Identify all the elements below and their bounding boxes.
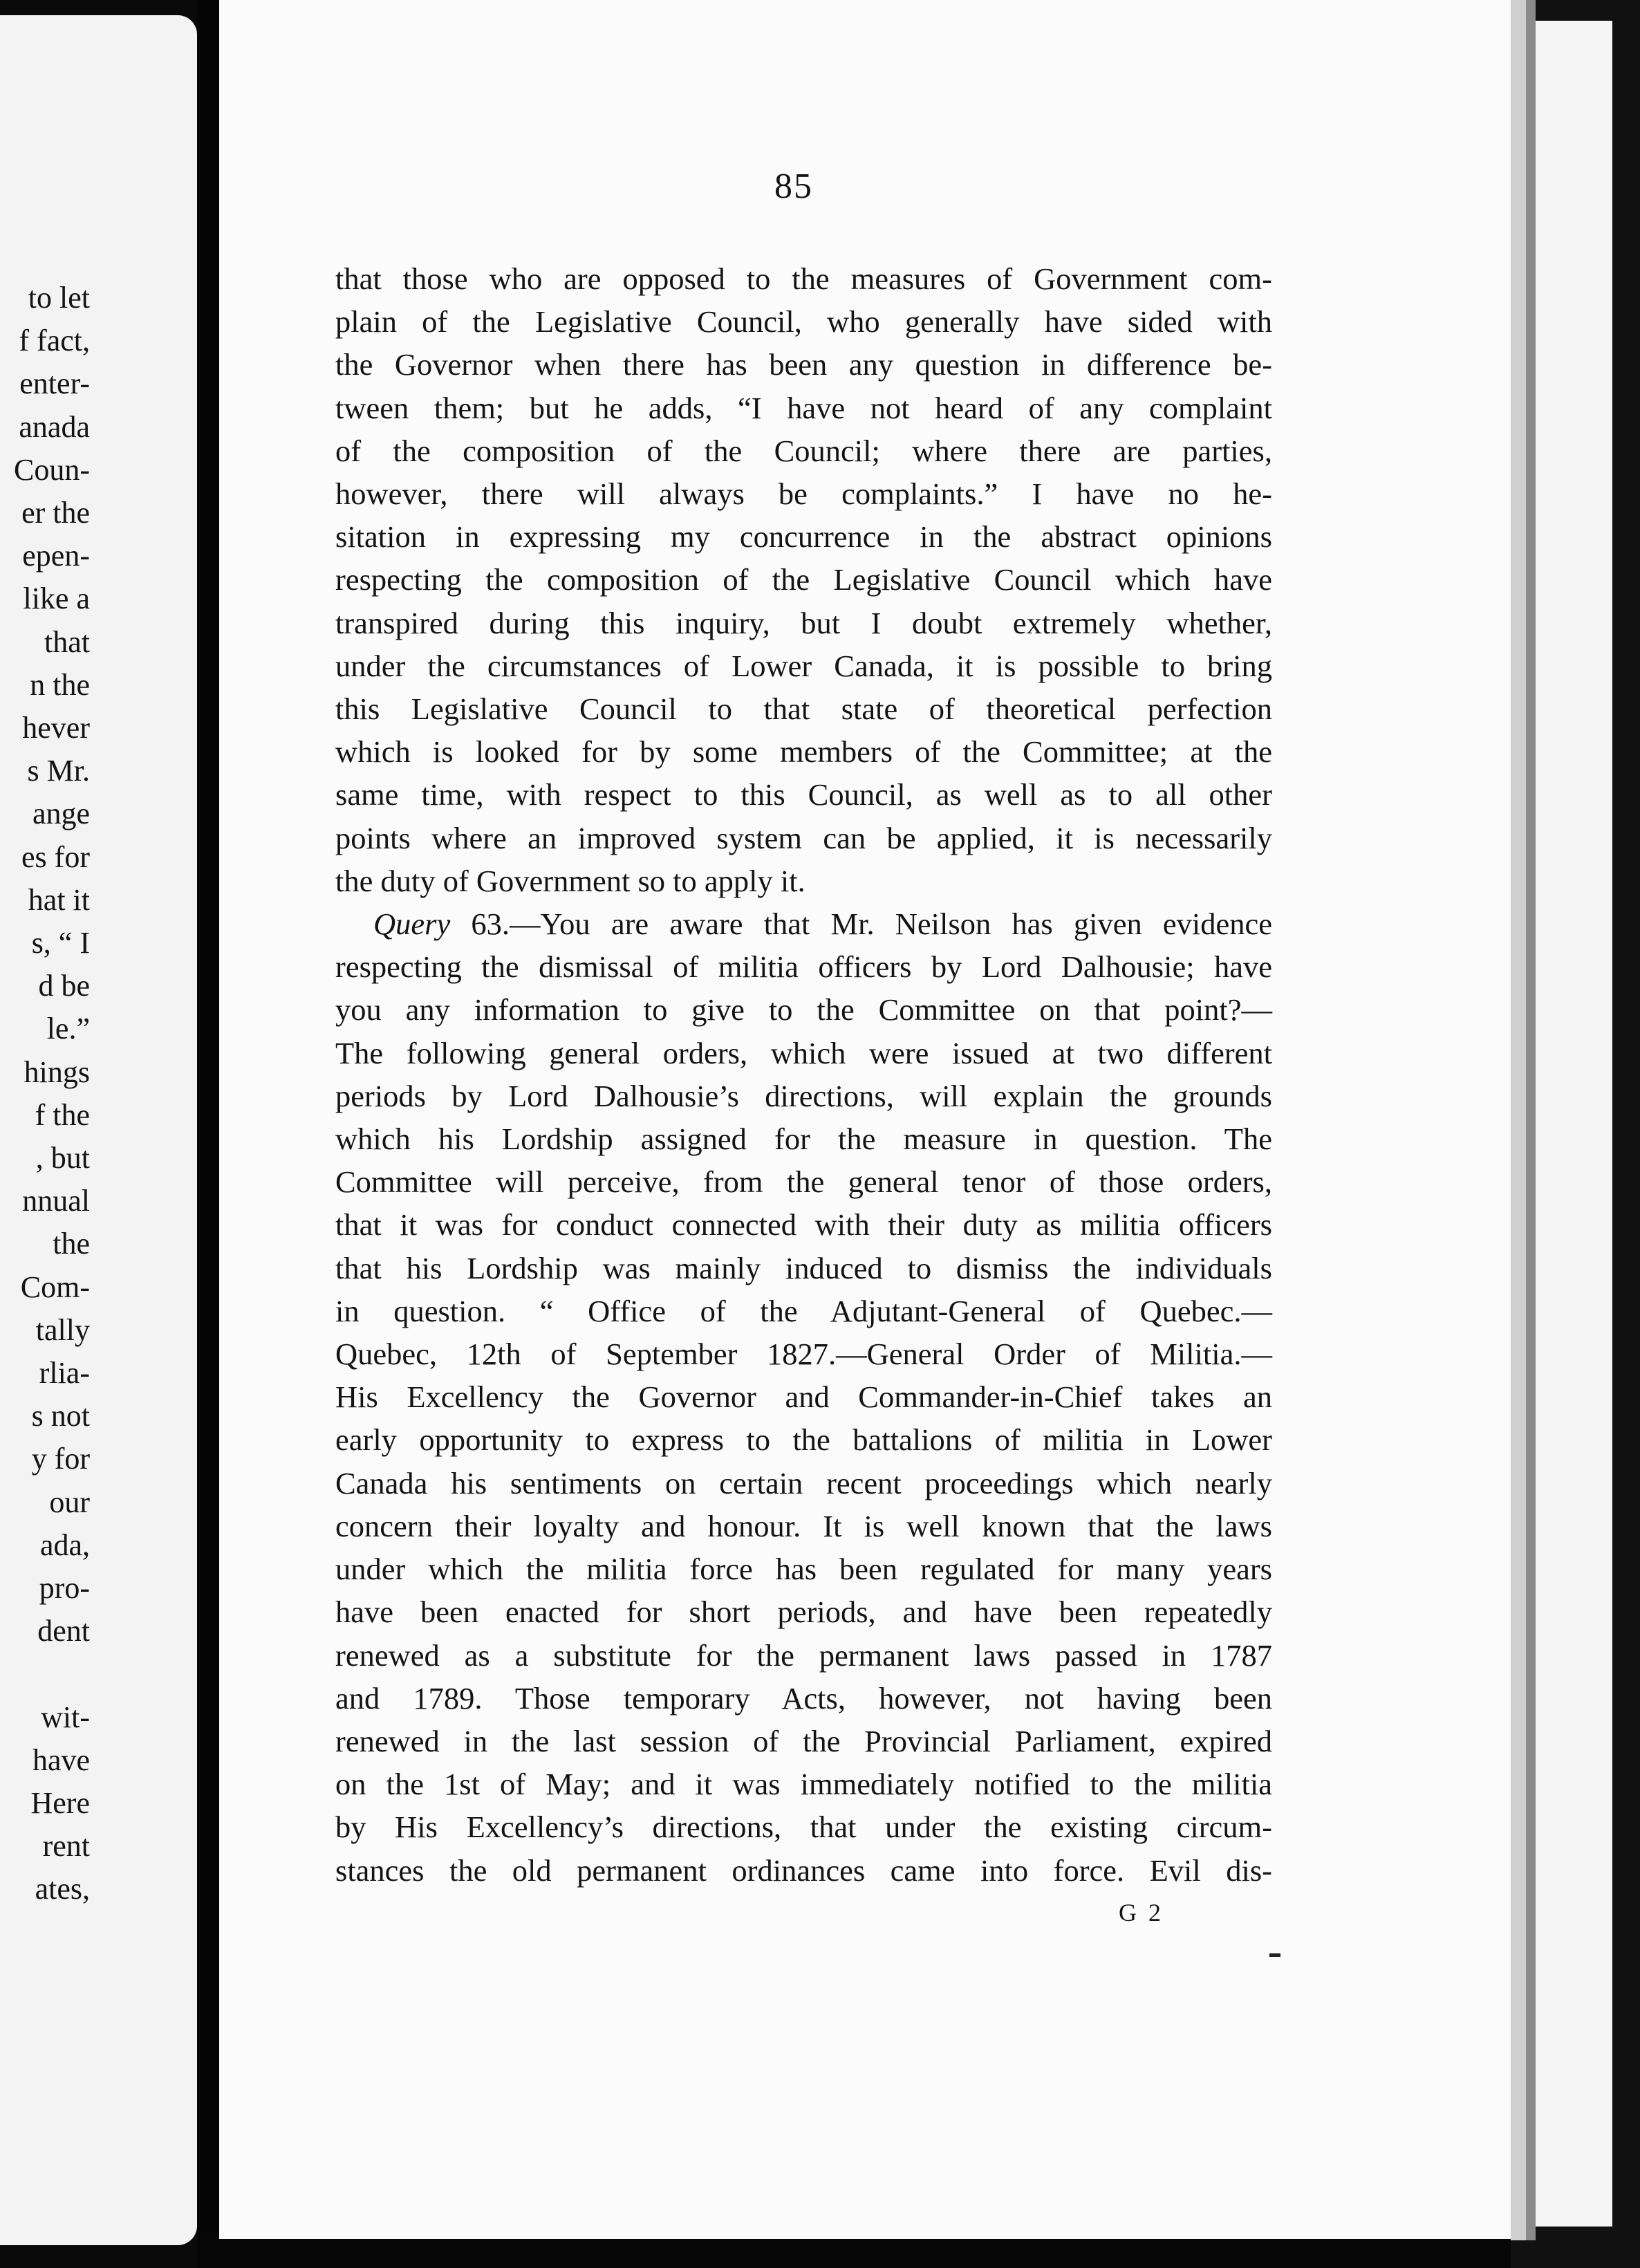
left-page-line: wit- — [41, 1700, 90, 1734]
left-page-line: er the — [21, 496, 90, 530]
left-page-line: hat it — [28, 882, 90, 917]
text-line: under the circumstances of Lower Canada, it is possible to bring — [335, 648, 1272, 683]
book-gutter — [197, 0, 219, 2268]
text-line: concern their loyalty and honour. It is well known that the laws — [335, 1508, 1272, 1543]
text-line: on the 1st of May; and it was immediately notified to the militia — [335, 1767, 1272, 1802]
paragraph-continuation — [335, 257, 1272, 902]
text-line: transpired during this inquiry, but I doubt extremely whether, — [335, 605, 1272, 640]
left-page-line: d be — [38, 969, 90, 1003]
text-line: respecting the composition of the Legislative Council which have — [335, 562, 1272, 597]
bottom-edge — [201, 2239, 1511, 2268]
left-page-line: ates, — [35, 1872, 90, 1906]
text-line: have been enacted for short periods, and have been repeatedly — [335, 1595, 1272, 1630]
text-line: the Governor when there has been any question in difference be- — [335, 347, 1272, 382]
page-edge-1 — [1511, 0, 1526, 2240]
text-line: of the composition of the Council; where there are parties, — [335, 433, 1272, 468]
signature-mark: G 2 — [1119, 1899, 1164, 1926]
text-line: The following general orders, which were issued at two different — [335, 1035, 1272, 1070]
text-line: His Excellency the Governor and Commander-in-Chief takes an — [335, 1379, 1272, 1415]
text-line — [335, 902, 1272, 945]
left-page-line: s not — [31, 1399, 90, 1433]
left-page-line: anada — [19, 409, 90, 444]
left-page-line: Com- — [20, 1270, 90, 1304]
text-line: that those who are opposed to the measures of Government com- — [335, 261, 1272, 296]
text-line: tween them; but he adds, “I have not heard of any complaint — [335, 390, 1272, 425]
page-number: 85 — [774, 167, 813, 206]
left-page-line: n the — [30, 667, 90, 702]
text-line: Canada his sentiments on certain recent proceedings which nearly — [335, 1465, 1272, 1500]
left-page-fragments — [0, 277, 90, 1911]
left-page-line: es for — [21, 839, 90, 874]
query-text: 63.—You are aware that Mr. Neilson has given evidence — [450, 907, 1272, 942]
text-line: that it was for conduct connected with their duty as militia officers — [335, 1207, 1272, 1243]
left-page-edge — [0, 15, 197, 2245]
left-page-line: hings — [24, 1054, 90, 1089]
text-line: which his Lordship assigned for the measure in question. The — [335, 1122, 1272, 1157]
ink-speck — [1269, 1953, 1280, 1957]
next-page-edge — [1536, 21, 1612, 2227]
text-line: renewed in the last session of the Provincial Parliament, expired — [335, 1723, 1272, 1758]
left-page-line: nnual — [22, 1184, 90, 1218]
left-page-line: s, “ I — [31, 926, 90, 960]
left-page-line: the — [53, 1227, 90, 1261]
text-line: in question. “ Office of the Adjutant-General of Quebec.— — [335, 1293, 1272, 1328]
left-page-line: enter- — [19, 366, 90, 401]
text-line: plain of the Legislative Council, who generally have sided with — [335, 304, 1272, 340]
left-page-line: tally — [35, 1312, 90, 1347]
left-page-line: to let — [28, 281, 90, 315]
text-line: early opportunity to express to the battalions of militia in Lower — [335, 1422, 1272, 1458]
text-line: you any information to give to the Committee on that point?— — [335, 992, 1272, 1028]
query-label: Query — [373, 907, 451, 942]
page-edge-2 — [1526, 0, 1536, 2240]
left-page-line: Here — [30, 1785, 90, 1820]
left-page-line: our — [49, 1485, 90, 1519]
left-page-line: have — [32, 1742, 90, 1777]
text-line: this Legislative Council to that state of theoretical perfection — [335, 691, 1272, 727]
text-line: which is looked for by some members of the Committee; at the — [335, 734, 1272, 770]
text-line: the duty of Government so to apply it. — [335, 863, 805, 898]
text-line: by His Excellency’s directions, that under the existing circum- — [335, 1810, 1272, 1845]
left-page-line: , but — [35, 1141, 90, 1175]
left-page-line: hever — [22, 711, 90, 745]
left-page-line: f the — [35, 1097, 90, 1132]
left-page-line: ange — [32, 797, 90, 831]
left-page-line: f fact, — [19, 324, 90, 358]
left-page-line: pro- — [39, 1571, 90, 1606]
left-page-line: like a — [23, 582, 90, 616]
text-line: under which the militia force has been regulated for many years — [335, 1552, 1272, 1587]
right-page-edges — [1511, 0, 1640, 2268]
left-page-line: s Mr. — [27, 754, 90, 788]
left-page-line: le.” — [46, 1012, 90, 1046]
text-line: same time, with respect to this Council, as well as to all other — [335, 777, 1272, 812]
body-text — [335, 257, 1272, 1892]
text-line: sitation in expressing my concurrence in the abstract opinions — [335, 519, 1272, 555]
text-line: points where an improved system can be applied, it is necessarily — [335, 820, 1272, 855]
text-line: and 1789. Those temporary Acts, however, not having been — [335, 1680, 1272, 1716]
text-line: stances the old permanent ordinances came into force. Evil dis- — [335, 1852, 1272, 1888]
left-page-line: that — [44, 624, 90, 659]
left-page-line: rent — [42, 1829, 90, 1863]
left-page-line — [0, 1653, 90, 1696]
text-line: respecting the dismissal of militia officers by Lord Dalhousie; have — [335, 949, 1272, 985]
left-page-line: y for — [31, 1442, 90, 1476]
text-line: however, there will always be complaints.” I have no he- — [335, 476, 1272, 512]
text-line: renewed as a substitute for the permanent laws passed in 1787 — [335, 1637, 1272, 1673]
left-page-line: ada, — [39, 1527, 90, 1562]
text-line: that his Lordship was mainly induced to dismiss the individuals — [335, 1250, 1272, 1285]
text-line: Committee will perceive, from the general tenor of those orders, — [335, 1164, 1272, 1200]
left-page-line: rlia- — [39, 1356, 90, 1391]
query-paragraph — [335, 902, 1272, 1892]
text-line: Quebec, 12th of September 1827.—General Order of Militia.— — [335, 1337, 1272, 1372]
left-page-line: Coun- — [14, 452, 90, 487]
left-page-line: epen- — [22, 539, 90, 573]
text-line: periods by Lord Dalhousie’s directions, will explain the grounds — [335, 1078, 1272, 1113]
left-page-line: dent — [37, 1614, 90, 1648]
